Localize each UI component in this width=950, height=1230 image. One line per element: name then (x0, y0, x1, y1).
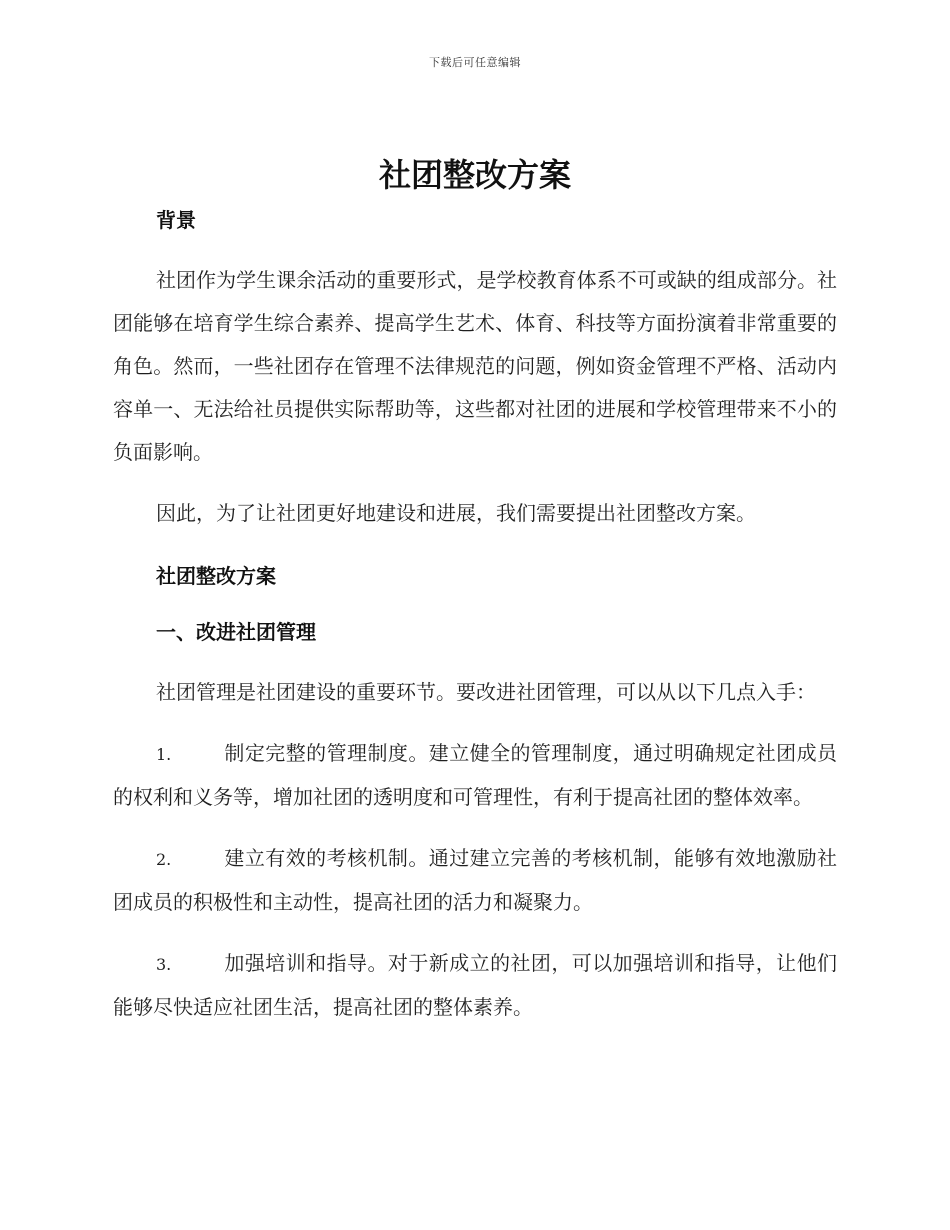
list-item-number: 2. (156, 850, 172, 869)
plan-heading: 社团整改方案 (156, 564, 276, 588)
list-item (113, 732, 837, 819)
document-body (113, 205, 837, 1029)
section1-heading: 一、改进社团管理 (156, 620, 316, 644)
list-item (113, 942, 837, 1029)
list-item-text: 建立有效的考核机制。通过建立完善的考核机制，能够有效地激励社团成员的积极性和主动性，提高社团的活力和凝聚力。 (113, 846, 837, 914)
list-item-number: 3. (156, 955, 172, 974)
list-item (113, 837, 837, 924)
background-heading: 背景 (156, 208, 196, 232)
list-item-number: 1. (156, 745, 172, 764)
list-item-text: 制定完整的管理制度。建立健全的管理制度，通过明确规定社团成员的权利和义务等，增加社团的透明度和可管理性，有利于提高社团的整体效率。 (113, 741, 837, 809)
header-note: 下载后可任意编辑 (429, 56, 521, 69)
section1-intro: 社团管理是社团建设的重要环节。要改进社团管理，可以从以下几点入手： (156, 680, 816, 704)
background-paragraph: 社团作为学生课余活动的重要形式，是学校教育体系不可或缺的组成部分。社团能够在培育学生综合素养、提高学生艺术、体育、科技等方面扮演着非常重要的角色。然而，一些社团存在管理不法律规范的问题，例如资金管理不严格、活动内容单一、无法给社员提供实际帮助等，这些都对社团的进展和学校管理带来不小的负面影响。 (113, 268, 837, 464)
therefore-paragraph: 因此，为了让社团更好地建设和进展，我们需要提出社团整改方案。 (156, 501, 756, 525)
document-title: 社团整改方案 (378, 156, 571, 194)
list-item-text: 加强培训和指导。对于新成立的社团，可以加强培训和指导，让他们能够尽快适应社团生活，提高社团的整体素养。 (113, 951, 837, 1019)
